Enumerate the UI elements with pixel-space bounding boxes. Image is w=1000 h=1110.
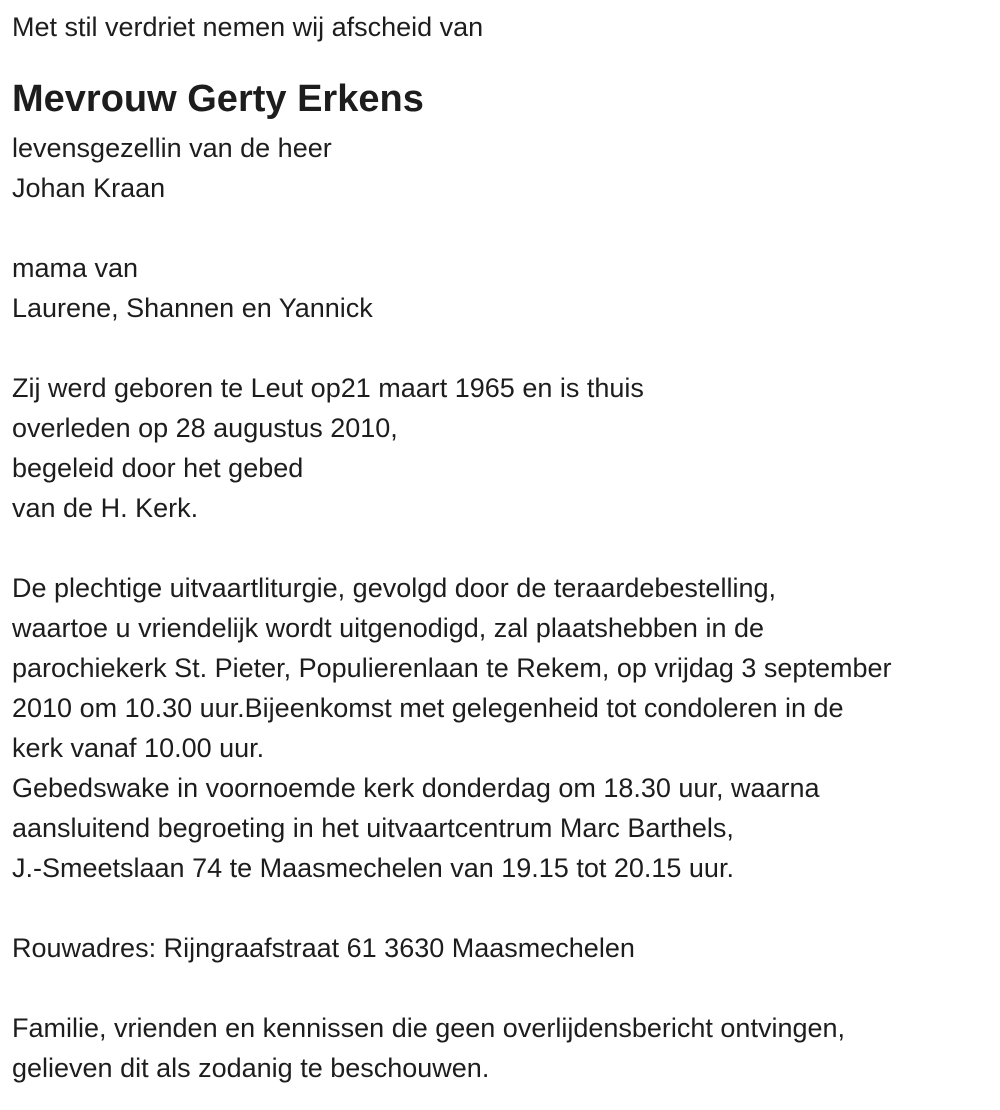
notice-line: gelieven dit als zodanig te beschouwen. (12, 1053, 490, 1083)
mourning-address-section (12, 928, 1000, 968)
children-names: Laurene, Shannen en Yannick (12, 293, 373, 323)
partner-name: Johan Kraan (12, 173, 166, 203)
family-line: mama van (12, 253, 139, 283)
deceased-section (12, 76, 1000, 208)
mourning-address-line: Rouwadres: Rijngraafstraat 61 3630 Maasmechelen (12, 933, 635, 963)
ceremony-line: kerk vanaf 10.00 uur. (12, 733, 265, 763)
wake-line: aansluitend begroeting in het uitvaartcentrum Marc Barthels, (12, 813, 734, 843)
notice-section (12, 1008, 1000, 1088)
ceremony-line: parochiekerk St. Pieter, Populierenlaan te Rekem, op vrijdag 3 september (12, 653, 892, 683)
birth-death-line: Zij werd geboren te Leut op21 maart 1965 en is thuis (12, 373, 644, 403)
ceremony-section (12, 568, 1000, 888)
birth-death-line: overleden op 28 augustus 2010, (12, 413, 398, 443)
birth-death-line: begeleid door het gebed (12, 453, 304, 483)
wake-line: Gebedswake in voornoemde kerk donderdag om 18.30 uur, waarna (12, 773, 820, 803)
intro-line: Met stil verdriet nemen wij afscheid van (12, 12, 484, 42)
ceremony-line: waartoe u vriendelijk wordt uitgenodigd, zal plaatshebben in de (12, 613, 764, 643)
deceased-name: Mevrouw Gerty Erkens (12, 78, 424, 120)
notice-line: Familie, vrienden en kennissen die geen overlijdensbericht ontvingen, (12, 1013, 846, 1043)
birth-death-section (12, 368, 1000, 528)
relation-line: levensgezellin van de heer (12, 133, 332, 163)
family-section (12, 248, 1000, 328)
ceremony-line: De plechtige uitvaartliturgie, gevolgd door de teraardebestelling, (12, 573, 776, 603)
wake-line: J.-Smeetslaan 74 te Maasmechelen van 19.15 tot 20.15 uur. (12, 853, 734, 883)
ceremony-line: 2010 om 10.30 uur.Bijeenkomst met gelegenheid tot condoleren in de (12, 693, 844, 723)
birth-death-line: van de H. Kerk. (12, 493, 199, 523)
